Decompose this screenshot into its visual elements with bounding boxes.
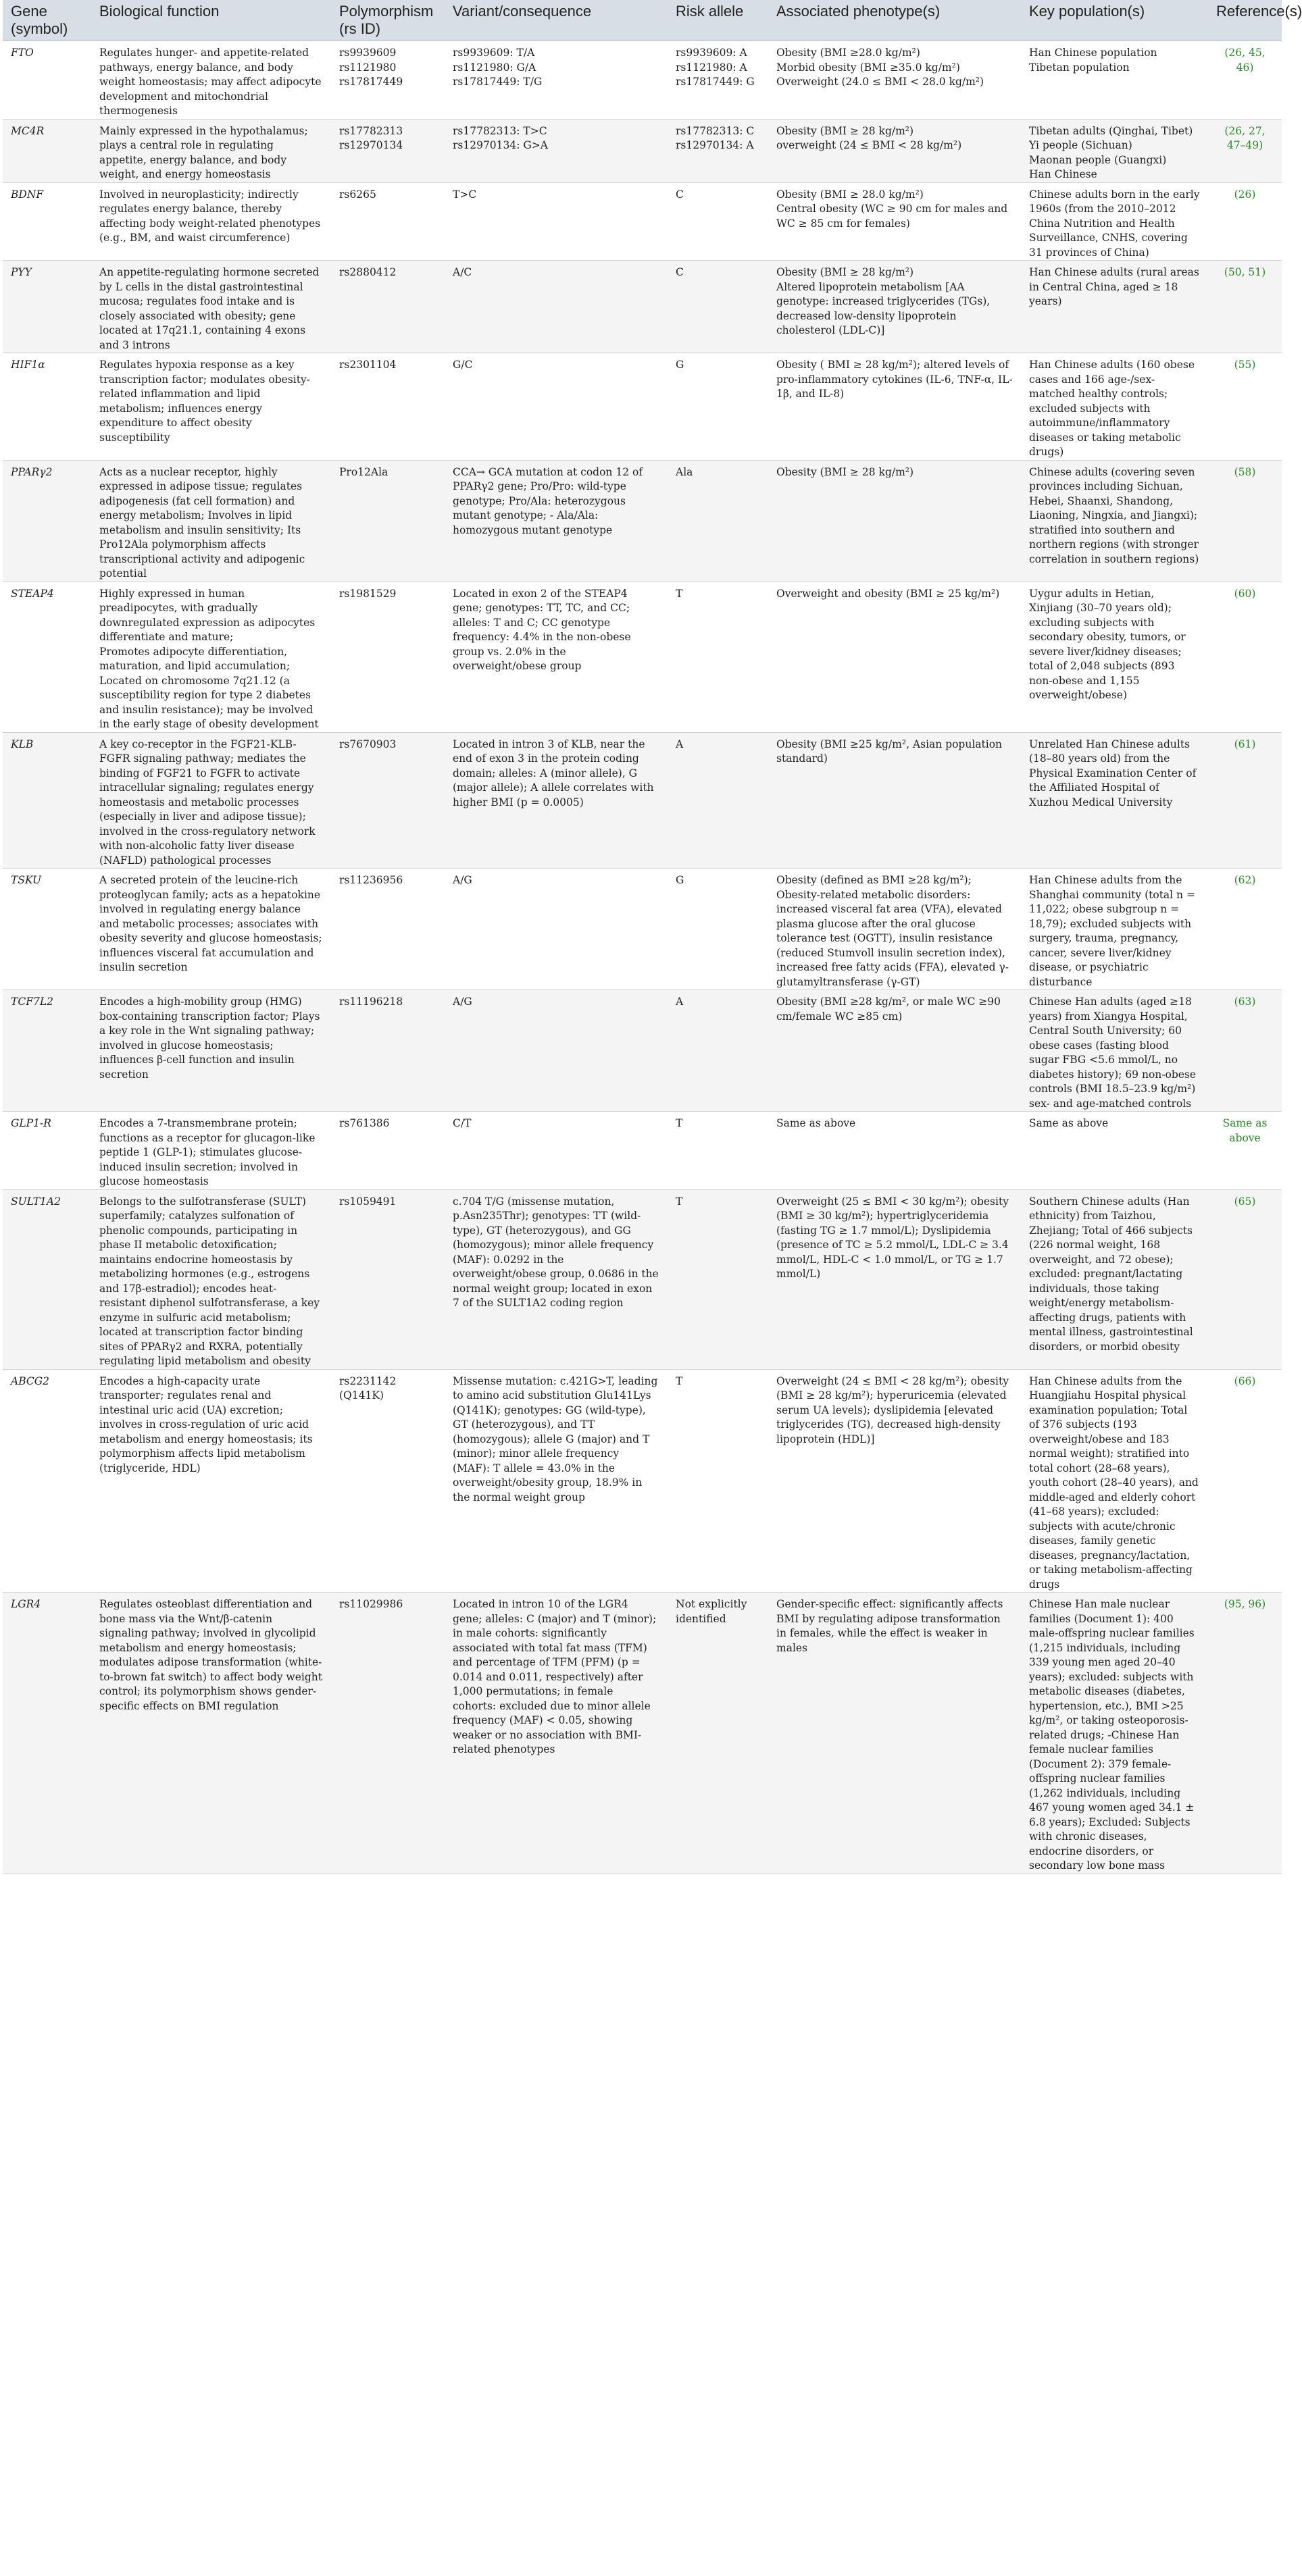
polymorphism-cell-line: rs2301104 xyxy=(339,359,397,371)
table-row xyxy=(3,1369,1282,1593)
polymorphism-cell-line: rs11196218 xyxy=(339,996,403,1008)
phenotype-cell xyxy=(768,990,1021,1112)
risk-allele-cell-line: T xyxy=(676,1374,683,1387)
phenotype-cell xyxy=(768,119,1021,182)
polymorphism-cell xyxy=(331,182,445,261)
references-cell xyxy=(1208,990,1282,1112)
population-cell-line: Tibetan adults (Qinghai, Tibet) xyxy=(1029,124,1193,137)
risk-allele-cell xyxy=(668,353,768,461)
risk-allele-cell-line: C xyxy=(676,266,684,278)
risk-allele-cell xyxy=(668,119,768,182)
polymorphism-cell-line: rs11029986 xyxy=(339,1598,403,1610)
table-row xyxy=(3,1593,1282,1874)
variant-cell-line: G/C xyxy=(453,359,473,371)
polymorphism-cell xyxy=(331,1369,445,1593)
risk-allele-cell xyxy=(668,182,768,261)
risk-allele-cell xyxy=(668,1593,768,1874)
variant-cell-line: Located in intron 3 of KLB, near the end of exon 3 in the protein coding domain; alleles: A (minor allele), G (major allele); A allele correlates with higher BMI (p = 0.0005) xyxy=(453,738,657,808)
population-cell-line: Unrelated Han Chinese adults (18–80 years old) from the Physical Examination Center of the Affiliated Hospital of Xuzhou Medical University xyxy=(1029,738,1200,808)
function-cell xyxy=(91,732,331,869)
phenotype-cell-line: Obesity (BMI ≥25 kg/m², Asian population standard) xyxy=(776,738,1005,765)
variant-cell-line: C/T xyxy=(453,1117,472,1129)
polymorphism-cell xyxy=(331,582,445,732)
gene-cell xyxy=(3,1189,91,1369)
phenotype-cell-line: Obesity (BMI ≥ 28 kg/m²) xyxy=(776,124,914,137)
references-cell-text[interactable]: (26, 45, 46) xyxy=(1224,47,1266,74)
variant-cell xyxy=(445,1593,668,1874)
variant-cell xyxy=(445,582,668,732)
references-cell xyxy=(1208,1369,1282,1593)
variant-cell-line: rs1121980: G/A xyxy=(453,61,536,74)
risk-allele-cell-line: T xyxy=(676,1195,683,1208)
table-row xyxy=(3,582,1282,732)
table-row xyxy=(3,460,1282,582)
gene-cell xyxy=(3,261,91,353)
variant-cell xyxy=(445,1112,668,1190)
variant-cell-line: rs9939609: T/A xyxy=(453,47,535,59)
variant-cell xyxy=(445,41,668,120)
header-references: Reference(s) xyxy=(1208,0,1282,41)
variant-cell-line: A/G xyxy=(453,996,472,1008)
risk-allele-cell-line: T xyxy=(676,1117,683,1129)
population-cell-line: Han Chinese xyxy=(1029,168,1097,180)
variant-cell xyxy=(445,460,668,582)
function-cell xyxy=(91,261,331,353)
phenotype-cell-line: overweight (24 ≤ BMI < 28 kg/m²) xyxy=(776,139,962,151)
references-cell-text[interactable]: (50, 51) xyxy=(1224,266,1266,278)
risk-allele-cell-line: Not explicitly identified xyxy=(676,1598,751,1625)
function-cell-line: Belongs to the sulfotransferase (SULT) superfamily; catalyzes sulfonation of phenolic compounds, participating in phase II metabolic detoxification; maintains endocrine homeostasis by metabolizing hormones (e.g., estrogens and 17β-estradiol); encodes heat-resistant diphenol sulfotransferase, a key enzyme in sulfuric acid metabolism; located at transcription factor binding sites of PPARγ2 and RXRA, potentially regulating lipid metabolism and obesity xyxy=(99,1195,323,1367)
function-cell-line: Encodes a high-capacity urate transporter; regulates renal and intestinal uric acid (UA) excretion; involves in cross-regulation of uric acid metabolism and energy homeostasis; its polymorphism affects lipid metabolism (triglyceride, HDL) xyxy=(99,1374,316,1474)
gene-cell-text: FTO xyxy=(11,47,34,59)
gene-cell xyxy=(3,1112,91,1190)
header-variant: Variant/consequence xyxy=(445,0,668,41)
polymorphism-cell xyxy=(331,119,445,182)
phenotype-cell xyxy=(768,1593,1021,1874)
phenotype-cell xyxy=(768,582,1021,732)
polymorphism-cell-line: rs11236956 xyxy=(339,874,403,886)
header-row xyxy=(3,0,1282,41)
table-row xyxy=(3,41,1282,120)
population-cell-line: Han Chinese population xyxy=(1029,47,1157,59)
references-cell-text[interactable]: (95, 96) xyxy=(1224,1598,1266,1610)
references-cell-text[interactable]: (55) xyxy=(1234,359,1256,371)
header-population: Key population(s) xyxy=(1021,0,1208,41)
function-cell xyxy=(91,353,331,461)
phenotype-cell xyxy=(768,353,1021,461)
references-cell-text[interactable]: (63) xyxy=(1234,996,1256,1008)
phenotype-cell xyxy=(768,41,1021,120)
polymorphism-cell xyxy=(331,353,445,461)
variant-cell xyxy=(445,353,668,461)
gene-cell xyxy=(3,353,91,461)
function-cell-line: A key co-receptor in the FGF21-KLB-FGFR signaling pathway; mediates the binding of FGF21 to FGFR to activate intracellular signaling; regulates energy homeostasis and metabolic processes (especially in liver and adipose tissue); involved in the cross-regulatory network with non-alcoholic fatty liver disease (NAFLD) pathological processes xyxy=(99,738,319,867)
gene-cell xyxy=(3,41,91,120)
polymorphism-cell-line: rs2880412 xyxy=(339,266,397,278)
variant-cell xyxy=(445,182,668,261)
header-function: Biological function xyxy=(91,0,331,41)
function-cell xyxy=(91,582,331,732)
phenotype-cell-line: Obesity (BMI ≥ 28 kg/m²) xyxy=(776,465,914,478)
population-cell-line: Same as above xyxy=(1029,1117,1109,1129)
risk-allele-cell xyxy=(668,261,768,353)
risk-allele-cell-line: C xyxy=(676,188,684,201)
polymorphism-cell-line: rs12970134 xyxy=(339,139,403,151)
gene-cell xyxy=(3,990,91,1112)
population-cell-line: Yi people (Sichuan) xyxy=(1029,139,1132,151)
polymorphism-cell-line: rs9939609 xyxy=(339,47,397,59)
population-cell-line: Maonan people (Guangxi) xyxy=(1029,153,1167,166)
gene-cell-text: GLP1-R xyxy=(11,1117,51,1129)
polymorphism-cell-line: rs6265 xyxy=(339,188,376,201)
polymorphism-cell xyxy=(331,869,445,990)
phenotype-cell xyxy=(768,732,1021,869)
gene-cell-text: PYY xyxy=(11,266,32,278)
polymorphism-cell-line: Pro12Ala xyxy=(339,465,389,478)
risk-allele-cell xyxy=(668,1369,768,1593)
variant-cell-line: Located in intron 10 of the LGR4 gene; alleles: C (major) and T (minor); in male cohorts: significantly associated with total fat mass (TFM) and percentage of TFM (PFM) (p = 0.014 and 0.011, respectively) after 1,000 permutations; in female cohorts: excluded due to minor allele frequency (MAF) < 0.05, showing weaker or no association with BMI-related phenotypes xyxy=(453,1598,660,1755)
gene-cell xyxy=(3,1369,91,1593)
function-cell xyxy=(91,1189,331,1369)
table-header xyxy=(3,0,1302,41)
risk-allele-cell xyxy=(668,732,768,869)
references-cell-text[interactable]: (61) xyxy=(1234,738,1256,750)
gene-cell xyxy=(3,582,91,732)
gene-cell-text: PPARγ2 xyxy=(11,465,53,478)
gene-cell xyxy=(3,869,91,990)
variant-cell-line: Missense mutation: c.421G>T, leading to amino acid substitution Glu141Lys (Q141K); genotypes: GG (wild-type), GT (heterozygous), and TT (homozygous); allele G (major) and T (minor); minor allele frequency (MAF): T allele = 43.0% in the overweight/obesity group, 18.9% in the normal weight group xyxy=(453,1374,661,1503)
gene-cell-text: BDNF xyxy=(11,188,44,201)
variant-cell xyxy=(445,119,668,182)
population-cell-line: Chinese Han adults (aged ≥18 years) from Xiangya Hospital, Central South University; 60 obese cases (fasting blood sugar FBG <5.6 mmol/L, no diabetes history); 69 non-obese controls (BMI 18.5–23.9 kg/m²) xyxy=(1029,996,1199,1095)
population-cell-line: Han Chinese adults (rural areas in Central China, aged ≥ 18 years) xyxy=(1029,266,1203,307)
polymorphism-cell xyxy=(331,460,445,582)
phenotype-cell-line: Obesity (BMI ≥28.0 kg/m²) xyxy=(776,47,920,59)
function-cell xyxy=(91,1369,331,1593)
polymorphism-cell-line: rs761386 xyxy=(339,1117,390,1129)
risk-allele-cell-line: G xyxy=(676,874,684,886)
table-row xyxy=(3,353,1282,461)
phenotype-cell-line: Obesity (defined as BMI ≥28 kg/m²); xyxy=(776,874,972,886)
population-cell xyxy=(1021,460,1208,582)
population-cell-line: Han Chinese adults (160 obese cases and 166 age-/sex-matched healthy controls; excluded subjects with autoimmune/inflammatory diseases or taking metabolic drugs) xyxy=(1029,359,1198,458)
variant-cell-line: A/C xyxy=(453,266,472,278)
gene-cell xyxy=(3,182,91,261)
references-cell xyxy=(1208,261,1282,353)
references-cell xyxy=(1208,582,1282,732)
polymorphism-cell xyxy=(331,1593,445,1874)
gene-cell-text: LGR4 xyxy=(11,1598,41,1610)
risk-allele-cell-line: rs9939609: A xyxy=(676,47,747,59)
variant-cell xyxy=(445,869,668,990)
variant-cell-line: c.704 T/G (missense mutation, p.Asn235Thr); genotypes: TT (wild-type), GT (heterozygous), and GG (homozygous); minor allele frequency (MAF): 0.0292 in the overweight/obese group, 0.0686 in the normal weight group; located in exon 7 of the SULT1A2 coding region xyxy=(453,1195,662,1309)
population-cell-line: Southern Chinese adults (Han ethnicity) from Taizhou, Zhejiang; Total of 466 subjects (226 normal weight, 168 overweight, and 72 obese); excluded: pregnant/lactating individuals, those taking weight/energy metabolism-affecting drugs, patients with mental illness, gastrointestinal disorders, or morbid obesity xyxy=(1029,1195,1197,1353)
risk-allele-cell-line: G xyxy=(676,359,684,371)
references-cell xyxy=(1208,1112,1282,1190)
table-row xyxy=(3,1112,1282,1190)
header-phenotype: Associated phenotype(s) xyxy=(768,0,1021,41)
table-row xyxy=(3,182,1282,261)
population-cell-line: Chinese adults (covering seven provinces including Sichuan, Hebei, Shaanxi, Shandong, Liaoning, Ningxia, and Jiangxi); stratified into southern and northern regions (with stronger correlation in southern regions) xyxy=(1029,465,1202,565)
polymorphism-cell-line: rs1059491 xyxy=(339,1195,397,1208)
polymorphism-cell-line: rs17817449 xyxy=(339,76,403,88)
phenotype-cell-line: Obesity (BMI ≥ 28 kg/m²) xyxy=(776,266,914,278)
phenotype-cell-line: Obesity (BMI ≥ 28.0 kg/m²) xyxy=(776,188,924,201)
references-cell-text[interactable]: Same as above xyxy=(1222,1117,1268,1144)
phenotype-cell-line: Overweight and obesity (BMI ≥ 25 kg/m²) xyxy=(776,587,1000,600)
function-cell-line: Regulates hypoxia response as a key transcription factor; modulates obesity-related inflammation and lipid metabolism; influences energy expenditure to affect obesity susceptibility xyxy=(99,359,310,444)
phenotype-cell xyxy=(768,182,1021,261)
phenotype-cell-line: Morbid obesity (BMI ≥35.0 kg/m²) xyxy=(776,61,960,74)
function-cell-line: An appetite-regulating hormone secreted by L cells in the distal gastrointestinal mucosa; regulates food intake and is closely associated with obesity; gene located at 17q21.1, containing 4 exons and 3 introns xyxy=(99,266,323,351)
polymorphism-cell-line: rs1121980 xyxy=(339,61,397,74)
risk-allele-cell-line: rs12970134: A xyxy=(676,139,754,151)
risk-allele-cell xyxy=(668,1189,768,1369)
phenotype-cell-line: Overweight (24 ≤ BMI < 28 kg/m²); obesity (BMI ≥ 28 kg/m²); hyperuricemia (elevated serum UA levels); dyslipidemia [elevated triglycerides (TG), decreased high-density lipoprotein (HDL)] xyxy=(776,1374,1012,1445)
variant-cell-line: CCA→ GCA mutation at codon 12 of PPARγ2 gene; Pro/Pro: wild-type genotype; Pro/Ala: heterozygous mutant genotype; - Ala/Ala: homozygous mutant genotype xyxy=(453,465,646,536)
references-cell xyxy=(1208,182,1282,261)
population-cell-line: Han Chinese adults from the Huangjiahu Hospital physical examination population; Total of 376 subjects (193 overweight/obese and 183 normal weight); stratified into total cohort (28–68 years), youth cohort (28–40 years), and middle-aged and elderly cohort (41–68 years); excluded: subjects with acute/chronic diseases, family genetic diseases, pregnancy/lactation, or taking metabolism-affecting drugs xyxy=(1029,1374,1202,1591)
population-cell xyxy=(1021,732,1208,869)
risk-allele-cell-line: Ala xyxy=(676,465,693,478)
table-row xyxy=(3,1189,1282,1369)
variant-cell-line: T>C xyxy=(453,188,477,201)
references-cell xyxy=(1208,460,1282,582)
population-cell xyxy=(1021,1593,1208,1874)
variant-cell-line: rs17817449: T/G xyxy=(453,76,543,88)
function-cell-line: Encodes a 7-transmembrane protein; functions as a receptor for glucagon-like peptide 1 (GLP-1); stimulates glucose-induced insulin secretion; involved in glucose homeostasis xyxy=(99,1117,319,1187)
gene-cell-text: TSKU xyxy=(11,874,42,886)
variant-cell xyxy=(445,261,668,353)
population-cell xyxy=(1021,1369,1208,1593)
variant-cell-line: A/G xyxy=(453,874,472,886)
table-row xyxy=(3,732,1282,869)
references-cell-text[interactable]: (66) xyxy=(1234,1374,1256,1387)
polymorphism-cell xyxy=(331,990,445,1112)
gene-cell-text: STEAP4 xyxy=(11,587,54,600)
phenotype-cell xyxy=(768,460,1021,582)
population-cell-line: Han Chinese adults from the Shanghai community (total n = 11,022; obese subgroup n = 18,79); excluded subjects with surgery, trauma, pregnancy, cancer, severe liver/kidney disease, or psychiatric disturbance xyxy=(1029,874,1199,988)
function-cell xyxy=(91,1112,331,1190)
risk-allele-cell xyxy=(668,41,768,120)
function-cell-line: Mainly expressed in the hypothalamus; plays a central role in regulating appetite, energy balance, and body weight, and energy homeostasis xyxy=(99,124,311,180)
header-polymorphism: Polymorphism (rs ID) xyxy=(331,0,445,41)
variant-cell xyxy=(445,1189,668,1369)
gene-cell xyxy=(3,119,91,182)
function-cell-line: Regulates osteoblast differentiation and bone mass via the Wnt/β-catenin signaling pathway; involved in glycolipid metabolism and energy homeostasis; modulates adipose transformation (white-to-brown fat switch) to affect body weight control; its polymorphism shows gender-specific effects on BMI regulation xyxy=(99,1598,326,1712)
variant-cell xyxy=(445,1369,668,1593)
polymorphism-cell xyxy=(331,1189,445,1369)
population-cell xyxy=(1021,1189,1208,1369)
risk-allele-cell-line: A xyxy=(676,996,684,1008)
table-row xyxy=(3,869,1282,990)
variant-cell-line: Located in exon 2 of the STEAP4 gene; genotypes: TT, TC, and CC; alleles: T and C; CC genotype frequency: 4.4% in the non-obese group vs. 2.0% in the overweight/obese group xyxy=(453,587,634,672)
phenotype-cell-line: Overweight (24.0 ≤ BMI < 28.0 kg/m²) xyxy=(776,76,984,88)
function-cell-line: A secreted protein of the leucine-rich proteoglycan family; acts as a hepatokine involved in regulating energy balance and metabolic processes; associates with obesity severity and glucose homeostasis; influences visceral fat accumulation and insulin secretion xyxy=(99,874,326,973)
function-cell xyxy=(91,41,331,120)
variant-cell-line: rs12970134: G>A xyxy=(453,139,548,151)
variant-cell-line: rs17782313: T>C xyxy=(453,124,547,137)
function-cell xyxy=(91,990,331,1112)
references-cell-text[interactable]: (26) xyxy=(1234,188,1256,201)
function-cell xyxy=(91,119,331,182)
gene-cell-text: KLB xyxy=(11,738,34,750)
function-cell-line: Highly expressed in human preadipocytes, with gradually downregulated expression as adipocytes differentiate and mature; xyxy=(99,587,319,643)
polymorphism-cell-line: rs1981529 xyxy=(339,587,397,600)
population-cell xyxy=(1021,353,1208,461)
phenotype-cell-line: Obesity-related metabolic disorders: increased visceral fat area (VFA), elevated plasma glucose after the oral glucose tolerance test (OGTT), insulin resistance (reduced Stumvoll insulin secretion index), increased free fatty acids (FFA), elevated γ-glutamyltransferase (γ-GT) xyxy=(776,888,1009,988)
risk-allele-cell-line: A xyxy=(676,738,684,750)
gene-cell xyxy=(3,732,91,869)
table-row xyxy=(3,119,1282,182)
population-cell-line: Tibetan population xyxy=(1029,61,1130,74)
references-cell xyxy=(1208,1189,1282,1369)
gene-cell xyxy=(3,460,91,582)
polymorphism-cell-line: rs2231142 (Q141K) xyxy=(339,1374,400,1401)
references-cell-text[interactable]: (65) xyxy=(1234,1195,1256,1208)
polymorphism-cell-line: rs17782313 xyxy=(339,124,403,137)
polymorphism-cell-line: rs7670903 xyxy=(339,738,397,750)
risk-allele-cell-line: rs1121980: A xyxy=(676,61,747,74)
risk-allele-cell xyxy=(668,869,768,990)
gene-cell-text: SULT1A2 xyxy=(11,1195,61,1208)
polymorphism-cell xyxy=(331,732,445,869)
risk-allele-cell xyxy=(668,582,768,732)
polymorphism-cell xyxy=(331,41,445,120)
phenotype-cell-line: Obesity ( BMI ≥ 28 kg/m²); altered levels of pro-inflammatory cytokines (IL-6, TNF-α, IL-1β, and IL-8) xyxy=(776,359,1013,400)
function-cell-line: Encodes a high-mobility group (HMG) box-containing transcription factor; Plays a key role in the Wnt signaling pathway; involved in glucose homeostasis; influences β-cell function and insulin secretion xyxy=(99,996,324,1081)
polymorphism-cell xyxy=(331,261,445,353)
variant-cell xyxy=(445,990,668,1112)
phenotype-cell xyxy=(768,1189,1021,1369)
phenotype-cell-line: Central obesity (WC ≥ 90 cm for males and WC ≥ 85 cm for females) xyxy=(776,203,1011,230)
population-cell xyxy=(1021,1112,1208,1190)
header-risk-allele: Risk allele xyxy=(668,0,768,41)
function-cell-line: Acts as a nuclear receptor, highly expressed in adipose tissue; regulates adipogenesis (fat cell formation) and energy metabolism; Involves in lipid metabolism and insulin sensitivity; Its Pro12Ala polymorphism affects transcriptional activity and adipogenic potential xyxy=(99,465,309,579)
risk-allele-cell-line: rs17782313: C xyxy=(676,124,755,137)
risk-allele-cell xyxy=(668,990,768,1112)
references-cell xyxy=(1208,869,1282,990)
population-cell xyxy=(1021,990,1208,1112)
table-row xyxy=(3,261,1282,353)
population-cell-line: Chinese Han male nuclear families (Document 1): 400 male-offspring nuclear families (1,215 individuals, including 339 young men aged 20–40 years); excluded: subjects with metabolic diseases (diabetes, hypertension, etc.), BMI >25 kg/m², or taking osteoporosis-related drugs; -Chinese Han female nuclear families (Document 2): 379 female-offspring nuclear families (1,262 individuals, including 467 young women aged 34.1 ± 6.8 years); Excluded: Subjects with chronic diseases, endocrine disorders, or secondary low bone mass xyxy=(1029,1598,1198,1872)
references-cell xyxy=(1208,732,1282,869)
risk-allele-cell-line: rs17817449: G xyxy=(676,76,755,88)
population-cell xyxy=(1021,119,1208,182)
references-cell xyxy=(1208,119,1282,182)
phenotype-cell-line: Altered lipoprotein metabolism [AA genotype: increased triglycerides (TGs), decreased low-density lipoprotein cholesterol (LDL-C)] xyxy=(776,280,994,336)
function-cell xyxy=(91,182,331,261)
risk-allele-cell xyxy=(668,1112,768,1190)
gene-cell xyxy=(3,1593,91,1874)
table-body xyxy=(3,41,1282,1874)
references-cell-text[interactable]: (62) xyxy=(1234,874,1256,886)
gene-cell-text: MC4R xyxy=(11,124,45,137)
risk-allele-cell xyxy=(668,460,768,582)
gene-cell-text: TCF7L2 xyxy=(11,996,53,1008)
header-gene: Gene (symbol) xyxy=(3,0,91,41)
phenotype-cell-line: Overweight (25 ≤ BMI < 30 kg/m²); obesity (BMI ≥ 30 kg/m²); hypertriglyceridemia (fasting TG ≥ 1.7 mmol/L); Dyslipidemia (presence of TC ≥ 5.2 mmol/L, LDL-C ≥ 3.4 mmol/L, HDL-C < 1.0 mmol/L, or TG ≥ 1.7 mmol/L) xyxy=(776,1195,1012,1280)
population-cell xyxy=(1021,869,1208,990)
gene-table xyxy=(3,0,1302,1874)
variant-cell xyxy=(445,732,668,869)
references-cell-text[interactable]: (26, 27, 47–49) xyxy=(1224,124,1266,151)
function-cell-line: Located on chromosome 7q21.12 (a susceptibility region for type 2 diabetes and insulin resistance); may be involved in the early stage of obesity development xyxy=(99,674,319,730)
population-cell xyxy=(1021,582,1208,732)
population-cell xyxy=(1021,182,1208,261)
population-cell-line: sex- and age-matched controls xyxy=(1029,1097,1192,1110)
references-cell-text[interactable]: (60) xyxy=(1234,587,1256,600)
phenotype-cell xyxy=(768,1112,1021,1190)
references-cell xyxy=(1208,41,1282,120)
gene-cell-text: HIF1α xyxy=(11,359,45,371)
phenotype-cell-line: Same as above xyxy=(776,1117,856,1129)
population-cell-line: Chinese adults born in the early 1960s (from the 2010–2012 China Nutrition and Health Surveillance, CNHS, covering 31 provinces of China) xyxy=(1029,188,1203,259)
function-cell-line: Promotes adipocyte differentiation, maturation, and lipid accumulation; xyxy=(99,645,291,672)
phenotype-cell xyxy=(768,1369,1021,1593)
references-cell xyxy=(1208,353,1282,461)
references-cell-text[interactable]: (58) xyxy=(1234,465,1256,478)
function-cell xyxy=(91,1593,331,1874)
phenotype-cell xyxy=(768,261,1021,353)
function-cell-line: Regulates hunger- and appetite-related pathways, energy balance, and body weight homeostasis; may affect adipocyte development and mitochondrial thermogenesis xyxy=(99,47,325,117)
phenotype-cell-line: Gender-specific effect: significantly affects BMI by regulating adipose transformation in females, while the effect is weaker in males xyxy=(776,1598,1007,1654)
function-cell xyxy=(91,460,331,582)
risk-allele-cell-line: T xyxy=(676,587,683,600)
phenotype-cell xyxy=(768,869,1021,990)
population-cell xyxy=(1021,41,1208,120)
function-cell-line: Involved in neuroplasticity; indirectly regulates energy balance, thereby affecting body weight-related phenotypes (e.g., BM, and waist circumference) xyxy=(99,188,324,244)
population-cell-line: Uygur adults in Hetian, Xinjiang (30–70 years old); excluding subjects with secondary obesity, tumors, or severe liver/kidney diseases; total of 2,048 subjects (893 non-obese and 1,155 overweight/obese) xyxy=(1029,587,1189,701)
polymorphism-cell xyxy=(331,1112,445,1190)
table-row xyxy=(3,990,1282,1112)
references-cell xyxy=(1208,1593,1282,1874)
population-cell xyxy=(1021,261,1208,353)
function-cell xyxy=(91,869,331,990)
gene-cell-text: ABCG2 xyxy=(11,1374,49,1387)
phenotype-cell-line: Obesity (BMI ≥28 kg/m², or male WC ≥90 cm/female WC ≥85 cm) xyxy=(776,996,1004,1023)
